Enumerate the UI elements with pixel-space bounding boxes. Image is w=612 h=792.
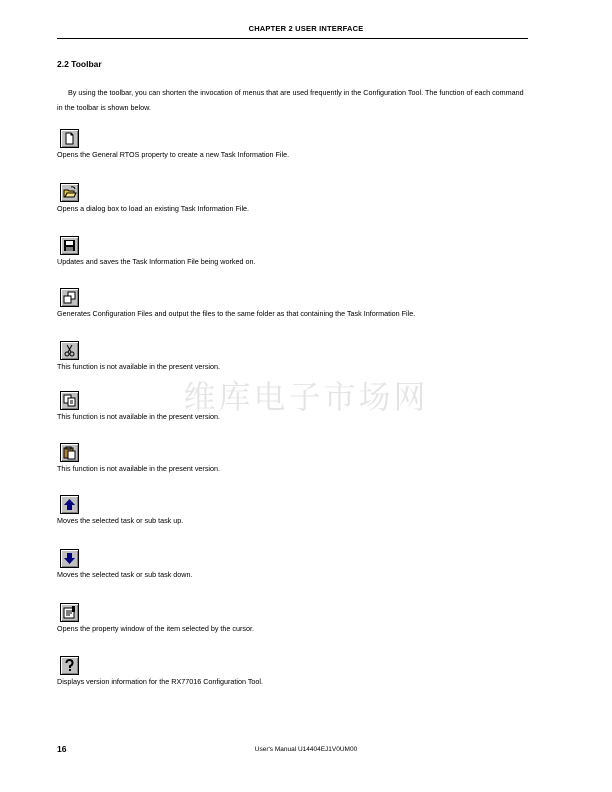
arrow-down-icon[interactable] [60, 549, 79, 568]
cut-scissors-icon[interactable] [60, 341, 79, 360]
tool-description: This function is not available in the present version. [57, 464, 221, 473]
section-title: 2.2 Toolbar [57, 59, 102, 69]
intro-paragraph: By using the toolbar, you can shorten the invocation of menus that are used frequently in the Configuration Tool. The function of each command in the toolbar is shown below. [57, 88, 524, 112]
generate-files-icon[interactable] [60, 288, 79, 307]
toolbar-entry-open [57, 183, 528, 213]
toolbar-entry-paste [57, 443, 528, 473]
toolbar-entry-move-up [57, 495, 528, 525]
paste-clipboard-icon[interactable] [60, 443, 79, 462]
tool-description: Opens a dialog box to load an existing Task Information File. [57, 204, 250, 213]
watermark: 维库电子市场网 [183, 378, 429, 416]
toolbar-entry-cut [57, 341, 528, 371]
footer-manual-id: User's Manual U14404EJ1V0UM00 [254, 746, 358, 753]
header-rule [57, 38, 528, 39]
new-file-icon[interactable] [60, 129, 79, 148]
tool-description: Moves the selected task or sub task down. [57, 570, 193, 579]
tool-description: Generates Configuration Files and output the files to the same folder as that containing the Task Information File. [57, 309, 416, 318]
toolbar-entry-save [57, 236, 528, 266]
toolbar-entry-move-down [57, 549, 528, 579]
chapter-header: CHAPTER 2 USER INTERFACE [248, 24, 364, 33]
open-folder-icon[interactable] [60, 183, 79, 202]
properties-icon[interactable] [60, 603, 79, 622]
toolbar-entry-about [57, 656, 528, 686]
tool-description: Opens the property window of the item selected by the cursor. [57, 624, 254, 633]
tool-description: Displays version information for the RX77016 Configuration Tool. [57, 677, 264, 686]
help-question-icon[interactable] [60, 656, 79, 675]
tool-description: Updates and saves the Task Information File being worked on. [57, 257, 256, 266]
tool-description: Opens the General RTOS property to create a new Task Information File. [57, 150, 290, 159]
toolbar-entry-generate [57, 288, 528, 318]
tool-description: This function is not available in the present version. [57, 412, 221, 421]
toolbar-entry-new [57, 129, 528, 159]
tool-description: Moves the selected task or sub task up. [57, 516, 184, 525]
toolbar-entry-properties [57, 603, 528, 633]
arrow-up-icon[interactable] [60, 495, 79, 514]
page-number: 16 [57, 744, 67, 754]
save-disk-icon[interactable] [60, 236, 79, 255]
tool-description: This function is not available in the present version. [57, 362, 221, 371]
